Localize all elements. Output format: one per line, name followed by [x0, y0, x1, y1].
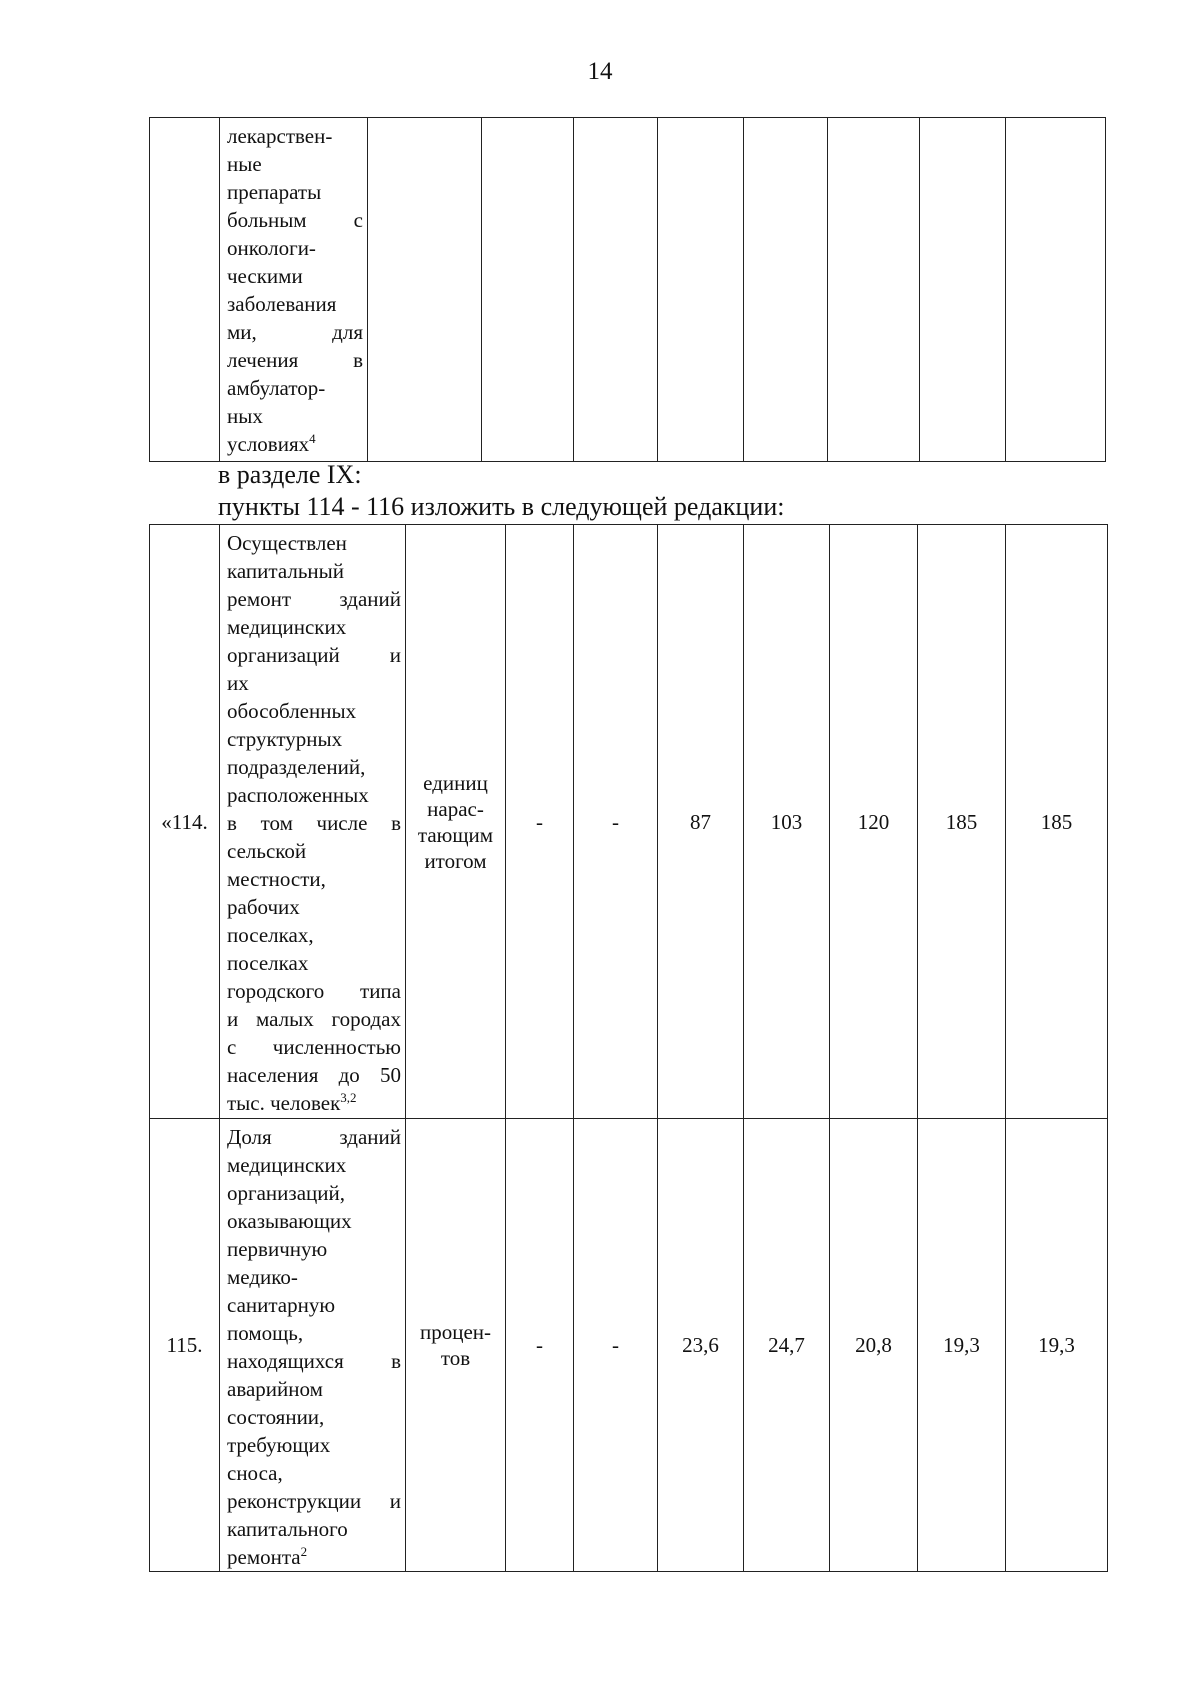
value-cell: 19,3 [1006, 1119, 1108, 1572]
text-line-content: ные [227, 152, 262, 176]
unit-text [406, 770, 505, 874]
text-line [227, 893, 401, 921]
text-line [227, 122, 363, 150]
unit-line: тающим [417, 822, 494, 847]
text-line [227, 1543, 401, 1571]
value-cell: - [574, 525, 658, 1119]
text-line [227, 1207, 401, 1235]
value-cell: 185 [918, 525, 1006, 1119]
text-line-content: структурных [227, 727, 343, 751]
unit-line: единиц [423, 770, 488, 795]
text-line-content: организаций и [227, 643, 401, 667]
indicator-text [227, 529, 401, 1117]
text-line-content: ных [227, 404, 263, 428]
text-line-content: ремонта [227, 1545, 301, 1569]
text-line-content: тыс. человек [227, 1091, 341, 1115]
table-row [150, 525, 1108, 1119]
text-line-content: и малых городах [227, 1007, 401, 1031]
text-line [227, 669, 401, 697]
text-line-content: состоянии, [227, 1405, 325, 1429]
text-line-content: больным с [227, 208, 363, 232]
unit-line: нарас- [427, 796, 484, 821]
value-cell: - [574, 1119, 658, 1572]
text-line [227, 753, 401, 781]
text-line-content: аварийном [227, 1377, 323, 1401]
text-line [227, 1319, 401, 1347]
unit-line: процен- [419, 1320, 492, 1344]
footnote-marker: 2 [300, 1544, 308, 1559]
text-line [227, 1123, 401, 1151]
text-line [227, 697, 401, 725]
text-line [227, 1263, 401, 1291]
row-number-cell [150, 118, 220, 462]
unit-line: тов [440, 1346, 471, 1370]
text-line [227, 1089, 401, 1117]
text-line [227, 374, 363, 402]
unit-cell [406, 1119, 506, 1572]
text-line-content: медицинских [227, 615, 347, 639]
text-line-content: требующих [227, 1433, 331, 1457]
value-cell: 87 [658, 525, 744, 1119]
value-cell: - [506, 1119, 574, 1572]
text-line-content: их [227, 671, 249, 695]
text-line [227, 1061, 401, 1089]
text-line [227, 613, 401, 641]
text-line [227, 206, 363, 234]
text-line [227, 346, 363, 374]
table-row [150, 118, 1106, 462]
text-line-content: препараты [227, 180, 322, 204]
text-line [227, 1459, 401, 1487]
indicator-text [227, 1123, 401, 1571]
text-line [227, 1033, 401, 1061]
text-line [227, 1347, 401, 1375]
top-table-fragment [149, 117, 1106, 462]
text-line-content: Доля зданий [227, 1125, 401, 1149]
text-line [227, 837, 401, 865]
text-line-content: оказывающих [227, 1209, 352, 1233]
text-line [227, 865, 401, 893]
indicator-cell [220, 525, 406, 1119]
text-line-content: медико- [227, 1265, 298, 1289]
text-line [227, 1403, 401, 1431]
value-cell: 20,8 [830, 1119, 918, 1572]
value-cell: 24,7 [744, 1119, 830, 1572]
text-line-content: ческими [227, 264, 303, 288]
unit-text [406, 1319, 505, 1371]
text-line [227, 585, 401, 613]
value-cell: 103 [744, 525, 830, 1119]
text-line [227, 262, 363, 290]
text-line-content: поселках [227, 951, 309, 975]
text-line-content: городского типа [227, 979, 401, 1003]
text-line [227, 1375, 401, 1403]
footnote-marker: 3,2 [340, 1090, 357, 1105]
value-cell: 185 [1006, 525, 1108, 1119]
text-line-content: ми, для [227, 320, 363, 344]
unit-cell [406, 525, 506, 1119]
text-line [227, 150, 363, 178]
text-line [227, 234, 363, 262]
text-line [227, 1005, 401, 1033]
unit-line: итогом [424, 848, 487, 873]
text-line-content: с численностью [227, 1035, 401, 1059]
value-cell: 23,6 [658, 1119, 744, 1572]
text-line-content: подразделений, [227, 755, 366, 779]
text-line-content: капитальный [227, 559, 344, 583]
row-number: «114. [150, 525, 220, 1119]
text-line-content: сельской [227, 839, 307, 863]
instruction-line-1: в разделе IX: [218, 460, 362, 489]
text-line-content: местности, [227, 867, 326, 891]
value-cell: - [506, 525, 574, 1119]
text-line-content: поселках, [227, 923, 314, 947]
text-line [227, 1487, 401, 1515]
text-line-content: условиях [227, 432, 310, 456]
text-line-content: санитарную [227, 1293, 336, 1317]
text-line-content: первичную [227, 1237, 328, 1261]
text-line-content: амбулатор- [227, 376, 326, 400]
text-line-content: реконструкции и [227, 1489, 401, 1513]
text-line [227, 1515, 401, 1543]
indicator-text [227, 122, 363, 458]
text-line [227, 1431, 401, 1459]
text-line [227, 781, 401, 809]
indicator-cell [220, 118, 368, 462]
text-line-content: организаций, [227, 1181, 345, 1205]
main-table [149, 524, 1108, 1572]
text-line [227, 725, 401, 753]
text-line [227, 949, 401, 977]
text-line-content: помощь, [227, 1321, 304, 1345]
text-line-content: находящихся в [227, 1349, 401, 1373]
text-line [227, 529, 401, 557]
text-line [227, 290, 363, 318]
text-line [227, 921, 401, 949]
footnote-marker: 4 [309, 431, 316, 446]
page-number: 14 [587, 58, 613, 85]
text-line [227, 809, 401, 837]
text-line-content: обособленных [227, 699, 357, 723]
text-line [227, 402, 363, 430]
text-line-content: заболевания [227, 292, 337, 316]
table-row [150, 1119, 1108, 1572]
text-line [227, 1235, 401, 1263]
text-line [227, 641, 401, 669]
text-line [227, 178, 363, 206]
text-line-content: расположенных [227, 783, 369, 807]
value-cell: 19,3 [918, 1119, 1006, 1572]
text-line-content: рабочих [227, 895, 300, 919]
text-line [227, 1179, 401, 1207]
text-line-content: в том числе в [227, 811, 401, 835]
text-line-content: лечения в [227, 348, 363, 372]
text-line-content: капитального [227, 1517, 348, 1541]
text-line [227, 1151, 401, 1179]
row-number: 115. [150, 1119, 220, 1572]
text-line-content: населения до 50 [227, 1063, 401, 1087]
text-line-content: ремонт зданий [227, 587, 401, 611]
text-line [227, 430, 363, 458]
text-line [227, 977, 401, 1005]
instruction-line-2: пункты 114 - 116 изложить в следующей редакции: [218, 492, 785, 521]
text-line-content: Осуществлен [227, 531, 347, 555]
indicator-cell [220, 1119, 406, 1572]
text-line-content: медицинских [227, 1153, 347, 1177]
text-line [227, 318, 363, 346]
text-line [227, 1291, 401, 1319]
text-line-content: сноса, [227, 1461, 283, 1485]
text-line [227, 557, 401, 585]
text-line-content: лекарствен- [227, 124, 333, 148]
text-line-content: онкологи- [227, 236, 316, 260]
value-cell: 120 [830, 525, 918, 1119]
